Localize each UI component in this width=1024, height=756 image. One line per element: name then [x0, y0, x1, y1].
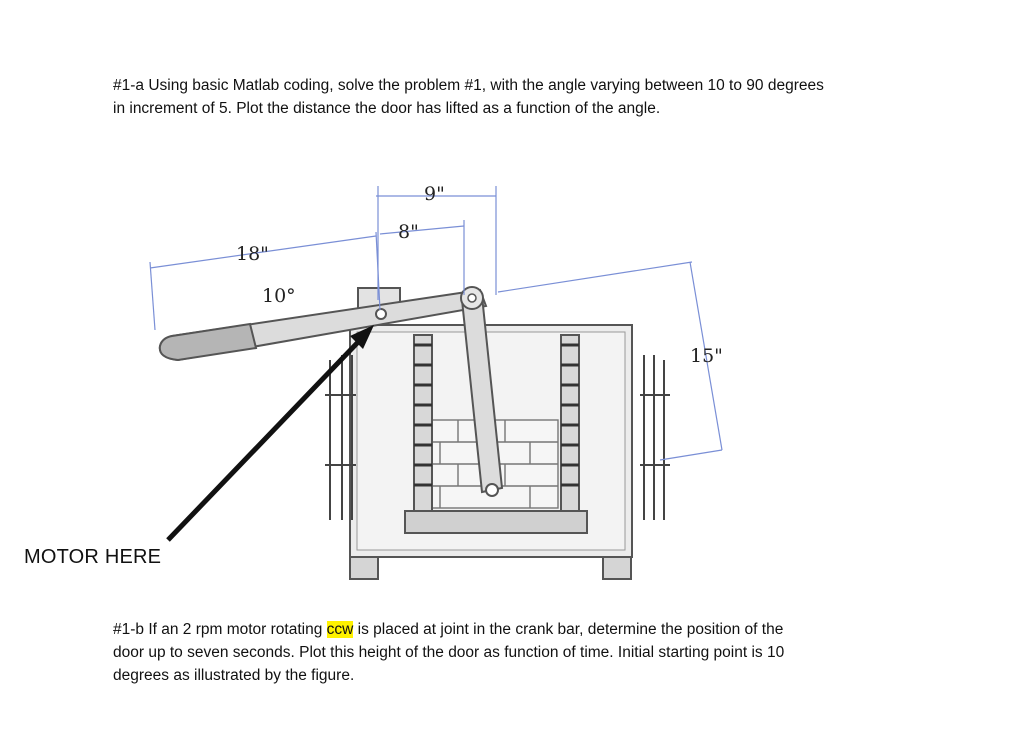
door-joint: [486, 484, 498, 496]
motor-label: MOTOR HERE: [24, 546, 162, 568]
part-a-line-1: #1-a Using basic Matlab coding, solve the problem #1, with the angle varying between 10 to 90 degrees: [113, 77, 824, 94]
dimension-18-label: 18": [236, 243, 269, 265]
angle-10-label: 10°: [262, 285, 296, 307]
dimension-8-label: 8": [398, 221, 419, 243]
part-a-line-2: in increment of 5. Plot the distance the door has lifted as a function of the angle.: [113, 100, 661, 117]
part-b-text: [113, 618, 893, 687]
part-b-line-1-start: #1-b If an 2 rpm motor rotating: [113, 621, 327, 638]
part-b-line-2: door up to seven seconds. Plot this height of the door as function of time. Initial starting point is 10: [113, 644, 785, 661]
part-b-line-1-end: is placed at joint in the crank bar, determine the position of the: [353, 621, 784, 638]
dimension-15-label: 15": [690, 345, 723, 367]
dimension-9-label: 9": [424, 183, 445, 205]
ccw-highlight: ccw: [326, 621, 354, 638]
motor-joint: [376, 309, 386, 319]
part-b-line-3: degrees as illustrated by the figure.: [113, 667, 355, 684]
